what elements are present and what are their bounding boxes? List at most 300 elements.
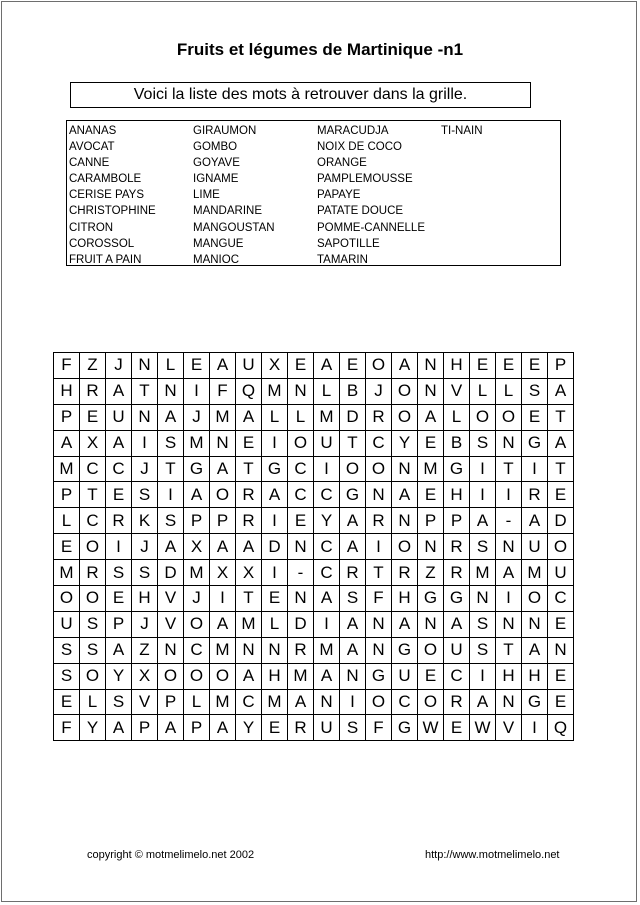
grid-cell[interactable]: R	[340, 560, 366, 586]
grid-cell[interactable]: A	[210, 534, 236, 560]
grid-cell[interactable]: N	[288, 586, 314, 612]
grid-cell[interactable]: I	[470, 457, 496, 483]
grid-cell[interactable]: E	[522, 405, 548, 431]
grid-cell[interactable]: N	[496, 690, 522, 716]
grid-cell[interactable]: O	[418, 638, 444, 664]
grid-cell[interactable]: S	[522, 379, 548, 405]
grid-cell[interactable]: E	[444, 715, 470, 741]
grid-cell[interactable]: E	[262, 586, 288, 612]
grid-cell[interactable]: R	[288, 638, 314, 664]
grid-cell[interactable]: G	[444, 457, 470, 483]
grid-cell[interactable]: U	[548, 560, 574, 586]
grid-cell[interactable]: F	[54, 715, 80, 741]
grid-cell[interactable]: X	[210, 560, 236, 586]
grid-cell[interactable]: M	[262, 690, 288, 716]
grid-cell[interactable]: C	[314, 560, 340, 586]
grid-cell[interactable]: T	[366, 560, 392, 586]
grid-cell[interactable]: A	[522, 638, 548, 664]
grid-cell[interactable]: A	[262, 482, 288, 508]
grid-cell[interactable]: P	[210, 508, 236, 534]
grid-cell[interactable]: F	[210, 379, 236, 405]
grid-cell[interactable]: V	[496, 715, 522, 741]
grid-cell[interactable]: O	[366, 353, 392, 379]
grid-cell[interactable]: N	[496, 534, 522, 560]
grid-cell[interactable]: I	[314, 612, 340, 638]
grid-cell[interactable]: A	[184, 482, 210, 508]
grid-cell[interactable]: E	[106, 482, 132, 508]
grid-cell[interactable]: A	[340, 612, 366, 638]
grid-cell[interactable]: H	[496, 664, 522, 690]
grid-cell[interactable]: R	[444, 560, 470, 586]
grid-cell[interactable]: N	[418, 379, 444, 405]
grid-cell[interactable]: E	[522, 353, 548, 379]
grid-cell[interactable]: O	[54, 586, 80, 612]
grid-cell[interactable]: C	[184, 638, 210, 664]
grid-cell[interactable]: Y	[80, 715, 106, 741]
grid-cell[interactable]: F	[366, 586, 392, 612]
grid-cell[interactable]: C	[444, 664, 470, 690]
grid-cell[interactable]: N	[288, 379, 314, 405]
grid-cell[interactable]: O	[392, 534, 418, 560]
grid-cell[interactable]: J	[132, 612, 158, 638]
grid-cell[interactable]: Z	[80, 353, 106, 379]
grid-cell[interactable]: D	[262, 534, 288, 560]
grid-cell[interactable]: P	[548, 353, 574, 379]
grid-cell[interactable]: T	[496, 457, 522, 483]
grid-cell[interactable]: Q	[236, 379, 262, 405]
grid-cell[interactable]: G	[522, 431, 548, 457]
grid-cell[interactable]: A	[210, 353, 236, 379]
grid-cell[interactable]: J	[184, 586, 210, 612]
grid-cell[interactable]: A	[236, 405, 262, 431]
grid-cell[interactable]: A	[210, 612, 236, 638]
grid-cell[interactable]: A	[158, 405, 184, 431]
grid-cell[interactable]: A	[392, 482, 418, 508]
grid-cell[interactable]: J	[132, 457, 158, 483]
grid-cell[interactable]: T	[340, 431, 366, 457]
grid-cell[interactable]: C	[314, 482, 340, 508]
grid-cell[interactable]: G	[392, 638, 418, 664]
grid-cell[interactable]: I	[106, 534, 132, 560]
grid-cell[interactable]: S	[132, 560, 158, 586]
grid-cell[interactable]: T	[80, 482, 106, 508]
grid-cell[interactable]: I	[496, 482, 522, 508]
grid-cell[interactable]: E	[54, 534, 80, 560]
grid-cell[interactable]: C	[314, 534, 340, 560]
grid-cell[interactable]: F	[366, 715, 392, 741]
grid-cell[interactable]: N	[132, 353, 158, 379]
footer-url[interactable]: http://www.motmelimelo.net	[425, 849, 560, 861]
grid-cell[interactable]: N	[418, 353, 444, 379]
grid-cell[interactable]: M	[184, 431, 210, 457]
grid-cell[interactable]: E	[340, 353, 366, 379]
grid-cell[interactable]: X	[132, 664, 158, 690]
grid-cell[interactable]: Y	[236, 715, 262, 741]
grid-cell[interactable]: N	[392, 508, 418, 534]
grid-cell[interactable]: O	[80, 534, 106, 560]
grid-cell[interactable]: O	[366, 690, 392, 716]
grid-cell[interactable]: O	[522, 586, 548, 612]
grid-cell[interactable]: M	[236, 612, 262, 638]
grid-cell[interactable]: A	[236, 664, 262, 690]
grid-cell[interactable]: S	[54, 638, 80, 664]
grid-cell[interactable]: A	[106, 431, 132, 457]
grid-cell[interactable]: S	[106, 690, 132, 716]
grid-cell[interactable]: C	[80, 457, 106, 483]
grid-cell[interactable]: E	[548, 612, 574, 638]
grid-cell[interactable]: E	[548, 690, 574, 716]
grid-cell[interactable]: S	[54, 664, 80, 690]
grid-cell[interactable]: O	[184, 612, 210, 638]
grid-cell[interactable]: H	[132, 586, 158, 612]
grid-cell[interactable]: N	[496, 431, 522, 457]
grid-cell[interactable]: T	[158, 457, 184, 483]
grid-cell[interactable]: A	[470, 690, 496, 716]
grid-cell[interactable]: O	[496, 405, 522, 431]
grid-cell[interactable]: X	[184, 534, 210, 560]
grid-cell[interactable]: R	[522, 482, 548, 508]
grid-cell[interactable]: -	[288, 560, 314, 586]
grid-cell[interactable]: H	[444, 353, 470, 379]
grid-cell[interactable]: G	[262, 457, 288, 483]
grid-cell[interactable]: I	[314, 457, 340, 483]
grid-cell[interactable]: D	[548, 508, 574, 534]
grid-cell[interactable]: S	[470, 431, 496, 457]
grid-cell[interactable]: N	[262, 638, 288, 664]
grid-cell[interactable]: A	[548, 431, 574, 457]
grid-cell[interactable]: G	[340, 482, 366, 508]
grid-cell[interactable]: I	[158, 482, 184, 508]
grid-cell[interactable]: O	[470, 405, 496, 431]
grid-cell[interactable]: C	[80, 508, 106, 534]
grid-cell[interactable]: K	[132, 508, 158, 534]
grid-cell[interactable]: S	[80, 638, 106, 664]
grid-cell[interactable]: I	[522, 457, 548, 483]
grid-cell[interactable]: M	[314, 638, 340, 664]
grid-cell[interactable]: N	[470, 586, 496, 612]
grid-cell[interactable]: M	[210, 405, 236, 431]
grid-cell[interactable]: I	[496, 586, 522, 612]
grid-cell[interactable]: A	[158, 715, 184, 741]
grid-cell[interactable]: N	[522, 612, 548, 638]
grid-cell[interactable]: I	[210, 586, 236, 612]
grid-cell[interactable]: M	[210, 638, 236, 664]
grid-cell[interactable]: M	[262, 379, 288, 405]
grid-cell[interactable]: -	[496, 508, 522, 534]
grid-cell[interactable]: V	[158, 586, 184, 612]
grid-cell[interactable]: Y	[392, 431, 418, 457]
grid-cell[interactable]: L	[262, 612, 288, 638]
grid-cell[interactable]: I	[470, 482, 496, 508]
grid-cell[interactable]: N	[366, 638, 392, 664]
grid-cell[interactable]: E	[236, 431, 262, 457]
grid-cell[interactable]: A	[236, 534, 262, 560]
grid-cell[interactable]: E	[418, 664, 444, 690]
grid-cell[interactable]: N	[210, 431, 236, 457]
grid-cell[interactable]: G	[444, 586, 470, 612]
grid-cell[interactable]: M	[314, 405, 340, 431]
grid-cell[interactable]: Y	[314, 508, 340, 534]
grid-cell[interactable]: C	[288, 457, 314, 483]
grid-cell[interactable]: S	[470, 612, 496, 638]
grid-cell[interactable]: O	[80, 664, 106, 690]
grid-cell[interactable]: I	[262, 508, 288, 534]
grid-cell[interactable]: I	[366, 534, 392, 560]
grid-cell[interactable]: E	[548, 664, 574, 690]
grid-cell[interactable]: M	[470, 560, 496, 586]
grid-cell[interactable]: Z	[132, 638, 158, 664]
grid-cell[interactable]: S	[340, 586, 366, 612]
grid-cell[interactable]: R	[236, 482, 262, 508]
grid-cell[interactable]: B	[444, 431, 470, 457]
grid-cell[interactable]: U	[444, 638, 470, 664]
grid-cell[interactable]: A	[444, 612, 470, 638]
grid-cell[interactable]: N	[132, 405, 158, 431]
grid-cell[interactable]: S	[470, 638, 496, 664]
grid-cell[interactable]: I	[470, 664, 496, 690]
grid-cell[interactable]: D	[288, 612, 314, 638]
grid-cell[interactable]: L	[314, 379, 340, 405]
grid-cell[interactable]: X	[80, 431, 106, 457]
grid-cell[interactable]: O	[210, 664, 236, 690]
grid-cell[interactable]: C	[236, 690, 262, 716]
grid-cell[interactable]: R	[366, 508, 392, 534]
grid-cell[interactable]: M	[54, 560, 80, 586]
grid-cell[interactable]: D	[340, 405, 366, 431]
grid-cell[interactable]: Z	[418, 560, 444, 586]
grid-cell[interactable]: A	[106, 715, 132, 741]
grid-cell[interactable]: S	[340, 715, 366, 741]
grid-cell[interactable]: A	[340, 534, 366, 560]
grid-cell[interactable]: O	[392, 405, 418, 431]
grid-cell[interactable]: D	[158, 560, 184, 586]
grid-cell[interactable]: E	[418, 431, 444, 457]
grid-cell[interactable]: G	[418, 586, 444, 612]
grid-cell[interactable]: P	[54, 482, 80, 508]
grid-cell[interactable]: N	[158, 379, 184, 405]
grid-cell[interactable]: O	[548, 534, 574, 560]
grid-cell[interactable]: O	[366, 457, 392, 483]
grid-cell[interactable]: N	[418, 534, 444, 560]
grid-cell[interactable]: I	[522, 715, 548, 741]
grid-cell[interactable]: O	[210, 482, 236, 508]
grid-cell[interactable]: A	[106, 638, 132, 664]
grid-cell[interactable]: U	[392, 664, 418, 690]
grid-cell[interactable]: T	[236, 586, 262, 612]
grid-cell[interactable]: G	[392, 715, 418, 741]
grid-cell[interactable]: R	[106, 508, 132, 534]
grid-cell[interactable]: N	[392, 457, 418, 483]
grid-cell[interactable]: O	[340, 457, 366, 483]
grid-cell[interactable]: P	[132, 715, 158, 741]
grid-cell[interactable]: X	[236, 560, 262, 586]
grid-cell[interactable]: S	[106, 560, 132, 586]
grid-cell[interactable]: E	[106, 586, 132, 612]
grid-cell[interactable]: E	[288, 353, 314, 379]
grid-cell[interactable]: C	[288, 482, 314, 508]
grid-cell[interactable]: N	[236, 638, 262, 664]
grid-cell[interactable]: L	[184, 690, 210, 716]
grid-cell[interactable]: N	[366, 482, 392, 508]
grid-cell[interactable]: C	[392, 690, 418, 716]
grid-cell[interactable]: E	[184, 353, 210, 379]
grid-cell[interactable]: N	[314, 690, 340, 716]
grid-cell[interactable]: A	[496, 560, 522, 586]
grid-cell[interactable]: M	[522, 560, 548, 586]
grid-cell[interactable]: W	[418, 715, 444, 741]
grid-cell[interactable]: S	[470, 534, 496, 560]
grid-cell[interactable]: O	[418, 690, 444, 716]
grid-cell[interactable]: F	[54, 353, 80, 379]
grid-cell[interactable]: A	[314, 353, 340, 379]
grid-cell[interactable]: I	[262, 560, 288, 586]
grid-cell[interactable]: M	[210, 690, 236, 716]
grid-cell[interactable]: N	[418, 612, 444, 638]
grid-cell[interactable]: O	[392, 379, 418, 405]
grid-cell[interactable]: M	[288, 664, 314, 690]
grid-cell[interactable]: P	[444, 508, 470, 534]
grid-cell[interactable]: X	[262, 353, 288, 379]
grid-cell[interactable]: R	[444, 690, 470, 716]
grid-cell[interactable]: H	[392, 586, 418, 612]
grid-cell[interactable]: C	[106, 457, 132, 483]
grid-cell[interactable]: O	[288, 431, 314, 457]
grid-cell[interactable]: O	[80, 586, 106, 612]
grid-cell[interactable]: E	[288, 508, 314, 534]
grid-cell[interactable]: P	[106, 612, 132, 638]
grid-cell[interactable]: E	[496, 353, 522, 379]
grid-cell[interactable]: C	[548, 586, 574, 612]
grid-cell[interactable]: L	[444, 405, 470, 431]
grid-cell[interactable]: N	[158, 638, 184, 664]
grid-cell[interactable]: R	[444, 534, 470, 560]
grid-cell[interactable]: A	[288, 690, 314, 716]
grid-cell[interactable]: N	[548, 638, 574, 664]
grid-cell[interactable]: O	[158, 664, 184, 690]
grid-cell[interactable]: T	[132, 379, 158, 405]
grid-cell[interactable]: U	[314, 715, 340, 741]
grid-cell[interactable]: L	[54, 508, 80, 534]
grid-cell[interactable]: A	[340, 638, 366, 664]
grid-cell[interactable]: R	[366, 405, 392, 431]
grid-cell[interactable]: L	[288, 405, 314, 431]
grid-cell[interactable]: A	[522, 508, 548, 534]
grid-cell[interactable]: I	[340, 690, 366, 716]
grid-cell[interactable]: P	[184, 508, 210, 534]
grid-cell[interactable]: V	[158, 612, 184, 638]
grid-cell[interactable]: U	[314, 431, 340, 457]
grid-cell[interactable]: E	[80, 405, 106, 431]
grid-cell[interactable]: B	[340, 379, 366, 405]
grid-cell[interactable]: M	[184, 560, 210, 586]
grid-cell[interactable]: L	[80, 690, 106, 716]
grid-cell[interactable]: A	[392, 612, 418, 638]
grid-cell[interactable]: R	[288, 715, 314, 741]
grid-cell[interactable]: H	[444, 482, 470, 508]
grid-cell[interactable]: A	[210, 715, 236, 741]
grid-cell[interactable]: P	[158, 690, 184, 716]
grid-cell[interactable]: A	[418, 405, 444, 431]
grid-cell[interactable]: H	[262, 664, 288, 690]
grid-cell[interactable]: Q	[548, 715, 574, 741]
grid-cell[interactable]: E	[262, 715, 288, 741]
grid-cell[interactable]: G	[184, 457, 210, 483]
grid-cell[interactable]: Y	[106, 664, 132, 690]
grid-cell[interactable]: A	[470, 508, 496, 534]
grid-cell[interactable]: W	[470, 715, 496, 741]
grid-cell[interactable]: I	[132, 431, 158, 457]
grid-cell[interactable]: S	[158, 431, 184, 457]
grid-cell[interactable]: A	[210, 457, 236, 483]
grid-cell[interactable]: L	[262, 405, 288, 431]
grid-cell[interactable]: R	[236, 508, 262, 534]
grid-cell[interactable]: I	[262, 431, 288, 457]
grid-cell[interactable]: C	[366, 431, 392, 457]
grid-cell[interactable]: I	[184, 379, 210, 405]
grid-cell[interactable]: T	[548, 457, 574, 483]
grid-cell[interactable]: T	[236, 457, 262, 483]
grid-cell[interactable]: J	[106, 353, 132, 379]
grid-cell[interactable]: J	[184, 405, 210, 431]
grid-cell[interactable]: S	[158, 508, 184, 534]
grid-cell[interactable]: S	[80, 612, 106, 638]
grid-cell[interactable]: N	[288, 534, 314, 560]
grid-cell[interactable]: U	[106, 405, 132, 431]
grid-cell[interactable]: A	[54, 431, 80, 457]
grid-cell[interactable]: A	[106, 379, 132, 405]
grid-cell[interactable]: V	[132, 690, 158, 716]
grid-cell[interactable]: A	[314, 586, 340, 612]
grid-cell[interactable]: U	[236, 353, 262, 379]
grid-cell[interactable]: V	[444, 379, 470, 405]
grid-cell[interactable]: L	[470, 379, 496, 405]
grid-cell[interactable]: L	[496, 379, 522, 405]
grid-cell[interactable]: E	[470, 353, 496, 379]
grid-cell[interactable]: J	[132, 534, 158, 560]
grid-cell[interactable]: P	[184, 715, 210, 741]
grid-cell[interactable]: E	[418, 482, 444, 508]
grid-cell[interactable]: A	[314, 664, 340, 690]
grid-cell[interactable]: R	[80, 379, 106, 405]
grid-cell[interactable]: H	[54, 379, 80, 405]
grid-cell[interactable]: O	[184, 664, 210, 690]
grid-cell[interactable]: E	[548, 482, 574, 508]
grid-cell[interactable]: R	[392, 560, 418, 586]
grid-cell[interactable]: T	[496, 638, 522, 664]
grid-cell[interactable]: N	[366, 612, 392, 638]
grid-cell[interactable]: R	[80, 560, 106, 586]
grid-cell[interactable]: A	[392, 353, 418, 379]
grid-cell[interactable]: A	[548, 379, 574, 405]
grid-cell[interactable]: N	[340, 664, 366, 690]
grid-cell[interactable]: H	[522, 664, 548, 690]
grid-cell[interactable]: U	[522, 534, 548, 560]
grid-cell[interactable]: G	[366, 664, 392, 690]
grid-cell[interactable]: T	[548, 405, 574, 431]
grid-cell[interactable]: P	[418, 508, 444, 534]
grid-cell[interactable]: G	[522, 690, 548, 716]
grid-cell[interactable]: L	[158, 353, 184, 379]
grid-cell[interactable]: A	[158, 534, 184, 560]
grid-cell[interactable]: E	[54, 690, 80, 716]
grid-cell[interactable]: M	[54, 457, 80, 483]
grid-cell[interactable]: J	[366, 379, 392, 405]
grid-cell[interactable]: U	[54, 612, 80, 638]
grid-cell[interactable]: N	[496, 612, 522, 638]
grid-cell[interactable]: M	[418, 457, 444, 483]
grid-cell[interactable]: P	[54, 405, 80, 431]
grid-cell[interactable]: A	[340, 508, 366, 534]
